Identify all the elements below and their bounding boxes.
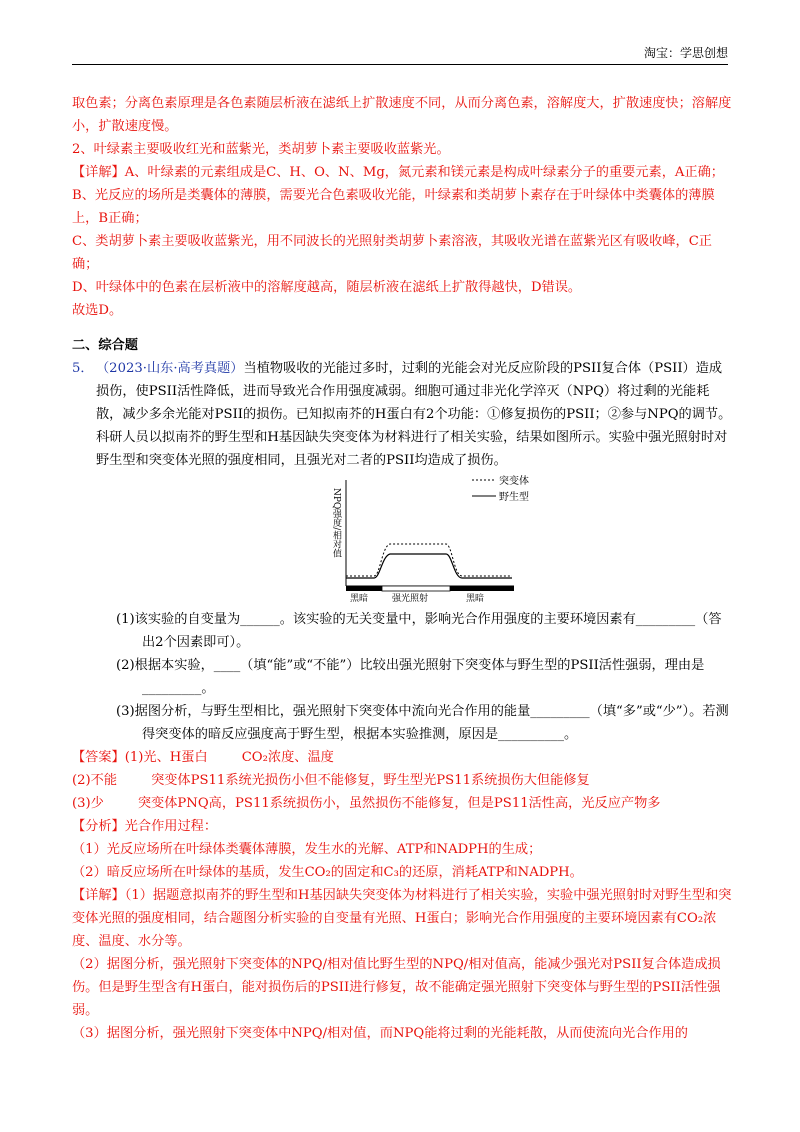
npq-chart: [316, 474, 556, 602]
y-axis-label: NPQ强度/相对值: [331, 488, 341, 558]
answer-1b: CO₂浓度、温度: [241, 750, 334, 765]
question-stem-para: [72, 357, 732, 472]
page-header: [72, 44, 728, 65]
detail-c: C、类胡萝卜素主要吸收蓝紫光，用不同波长的光照射类胡萝卜素溶液，其吸收光谱在蓝紫光区有吸收峰，C正确；: [72, 234, 712, 272]
answer-2b: 突变体PS11系统光损伤小但不能修复，野生型光PS11系统损伤大但能修复: [151, 773, 590, 788]
detail-d1: （1）据题意拟南芥的野生型和H基因缺失突变体为材料进行了相关实验，实验中强光照射时对野生型和突变体光照的强度相同，结合题图分析实验的自变量有光照、H蛋白；影响光合作用强度的主要环境因素有CO₂浓度、温度、水分等。: [72, 888, 732, 949]
section-title: 二、综合题: [72, 338, 138, 353]
series-mutant-line: [346, 544, 512, 576]
answer-line1: [72, 746, 732, 769]
answer-2a: (2)不能: [72, 773, 118, 788]
answer-tag: 【答案】: [72, 750, 125, 765]
detail-d: D、叶绿体中的色素在层析液中的溶解度越高，随层析液在滤纸上扩散得越快，D错误。: [72, 280, 582, 295]
analysis-p1: （1）光反应场所在叶绿体类囊体薄膜，发生水的光解、ATP和NADPH的生成；: [72, 842, 542, 857]
shop-label: 淘宝：学思创想: [643, 46, 728, 60]
detail-tag: 【详解】: [72, 165, 125, 180]
answer-3a: (3)少: [72, 796, 104, 811]
choose-line: 故选D。: [72, 303, 123, 318]
sub-question-2: (2)根据本实验，____（填“能”或“不能”）比较出强光照射下突变体与野生型的PSII活性强弱，理由是_________。: [116, 658, 705, 696]
question-source: （2023·山东·高考真题）: [96, 361, 244, 376]
x-cat-light: 强光照射: [392, 594, 429, 602]
answer-line3: [72, 792, 732, 815]
question-stem: 当植物吸收的光能过多时，过剩的光能会对光反应阶段的PSII复合体（PSII）造成损伤，使PSII活性降低，进而导致光合作用强度减弱。细胞可通过非光化学淬灭（NPQ）将过剩的光能耗散，减少多余光能对PSII的损伤。已知拟南芥的H蛋白有2个功能：①修复损伤的PSII；②参与NPQ的调节。科研人员以拟南芥的野生型和H基因缺失突变体为材料进行了相关实验，结果如图所示。实验中强光照射时对野生型和突变体光照的强度相同，且强光对二者的PSII均造成了损伤。: [96, 361, 732, 468]
legend-mutant-label: 突变体: [499, 476, 529, 487]
bar-light: [382, 586, 450, 591]
detail-b: B、光反应的场所是类囊体的薄膜，需要光合色素吸收光能，叶绿素和类胡萝卜素存在于叶绿体中类囊体的薄膜上，B正确；: [72, 188, 715, 226]
detail-d2: （2）据图分析，强光照射下突变体的NPQ/相对值比野生型的NPQ/相对值高，能减少强光对PSII复合体造成损伤。但是野生型含有H蛋白，能对损伤后的PSII进行修复，故不能确定强光照射下突变体与野生型的PSII活性强弱。: [72, 957, 721, 1018]
answer-line2: [72, 769, 732, 792]
detail-a: A、叶绿素的元素组成是C、H、O、N、Mg，氮元素和镁元素是构成叶绿素分子的重要元素，A正确；: [124, 165, 724, 180]
detail-a-para: [72, 161, 732, 184]
series-wildtype-line: [346, 554, 512, 578]
bar-dark-1: [346, 586, 382, 591]
sub-question-1: (1)该实验的自变量为______。该实验的无关变量中，影响光合作用强度的主要环境因素有_________（答出2个因素即可）。: [116, 612, 722, 650]
question-5: [72, 357, 732, 746]
sub-question-3: (3)据图分析，与野生型相比，强光照射下突变体中流向光合作用的能量_________（填“多”或“少”）。若测得突变体的暗反应强度高于野生型，根据本实验推测，原因是__________。: [116, 704, 729, 742]
x-cat-dark-1: 黑暗: [350, 594, 369, 602]
answer-3b: 突变体PNQ高，PS11系统损伤小，虽然损伤不能修复，但是PS11活性高，光反应产物多: [137, 796, 661, 811]
question-number: 5．: [72, 361, 94, 376]
analysis-intro: 光合作用过程：: [124, 819, 218, 834]
answer-1a: (1)光、H蛋白: [124, 750, 208, 765]
previous-explanation: [72, 92, 732, 322]
x-cat-dark-2: 黑暗: [466, 594, 485, 602]
analysis-line: [72, 815, 732, 838]
bar-dark-2: [450, 586, 514, 591]
detail-tag-2: 【详解】: [72, 888, 125, 903]
npq-figure: [96, 474, 732, 602]
analysis-tag: 【分析】: [72, 819, 125, 834]
detail-d1-para: [72, 884, 732, 953]
legend-wildtype-label: 野生型: [499, 492, 529, 503]
answer-block: [72, 746, 732, 1045]
explain-line1: 取色素；分离色素原理是各色素随层析液在滤纸上扩散速度不同，从而分离色素，溶解度大，扩散速度快；溶解度小，扩散速度慢。: [72, 96, 732, 134]
analysis-p2: （2）暗反应场所在叶绿体的基质，发生CO₂的固定和C₃的还原，消耗ATP和NADPH。: [72, 865, 583, 880]
explain-line2: 2、叶绿素主要吸收红光和蓝紫光，类胡萝卜素主要吸收蓝紫光。: [72, 142, 450, 157]
detail-d3: （3）据图分析，强光照射下突变体中NPQ/相对值，而NPQ能将过剩的光能耗散，从而使流向光合作用的: [72, 1026, 688, 1041]
page-content: [72, 92, 732, 1045]
